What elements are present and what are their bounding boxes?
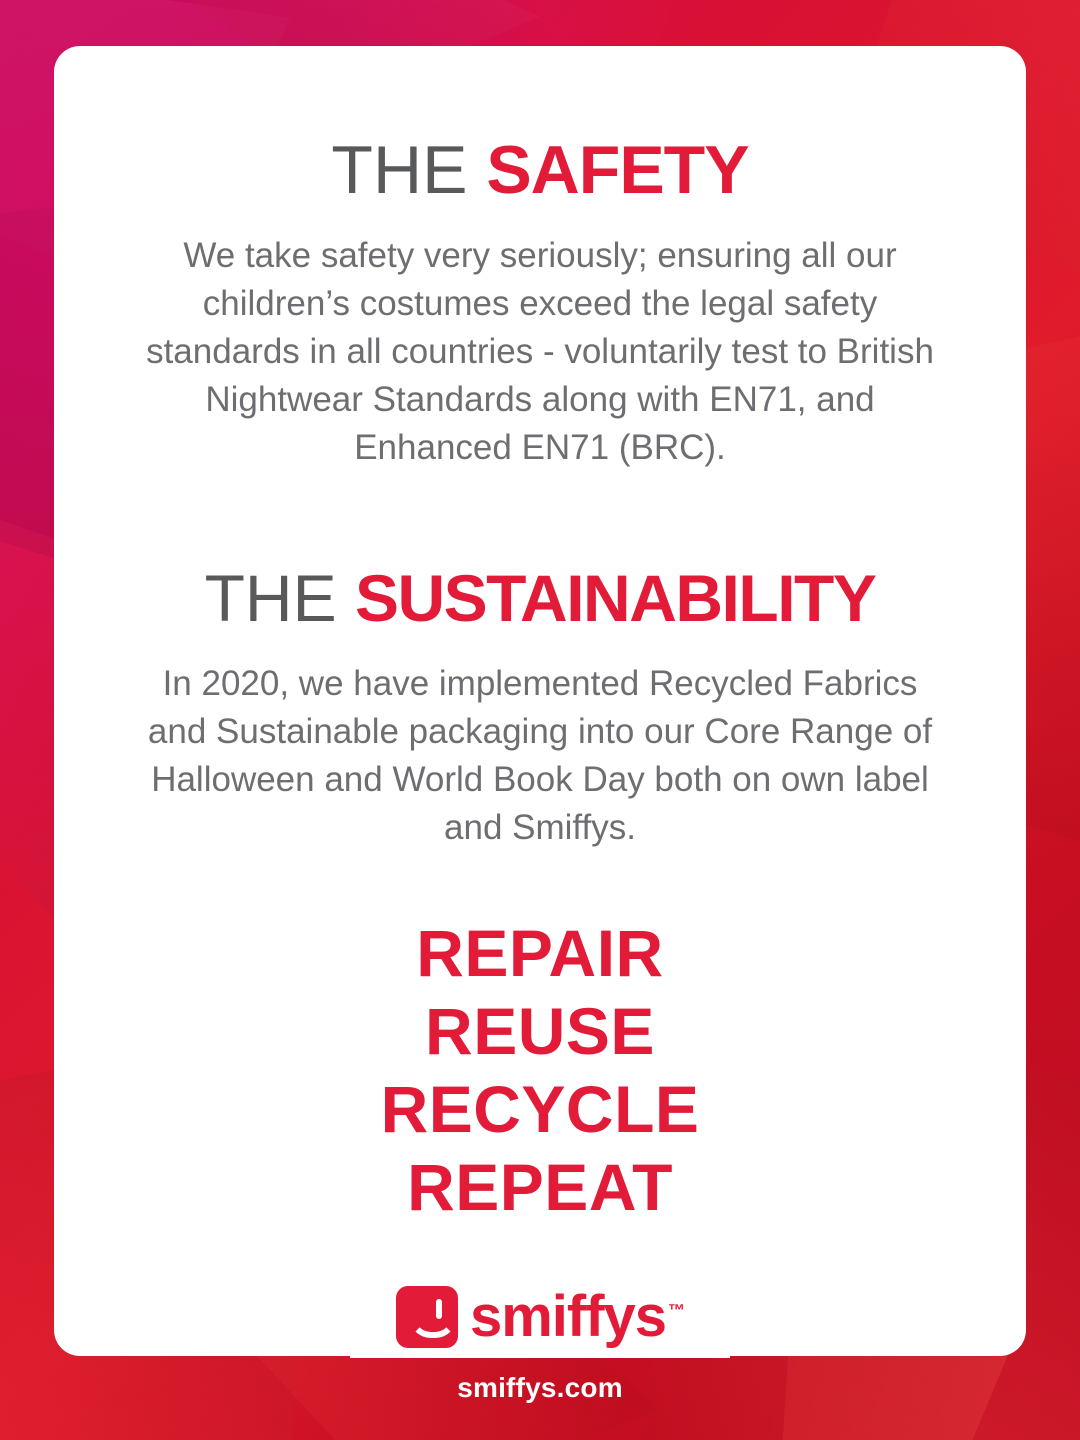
- content-card: [54, 46, 1026, 1403]
- sustainability-heading-bold: SUSTAINABILITY: [354, 560, 876, 635]
- sustainability-heading: [110, 560, 970, 635]
- logo-tab: [350, 1272, 730, 1358]
- sustainability-body-text: In 2020, we have implemented Recycled Fabrics and Sustainable packaging into our Core Range of Halloween and World Book Day both on own label and Smiffys.: [147, 663, 933, 847]
- safety-heading: [110, 134, 970, 206]
- brand-wordmark: [469, 1284, 685, 1349]
- website-url: smiffys.com: [457, 1372, 623, 1403]
- smiffys-smile-icon: [396, 1286, 458, 1348]
- slogan-line-repeat: REPEAT: [407, 1150, 673, 1225]
- slogan-line-reuse: REUSE: [425, 994, 655, 1069]
- safety-heading-light: THE: [331, 132, 487, 208]
- brand-name: smiffys: [469, 1284, 667, 1349]
- trademark-symbol: ™: [668, 1300, 685, 1320]
- section-spacer: [110, 472, 970, 564]
- slogan-line-recycle: RECYCLE: [380, 1072, 700, 1147]
- safety-heading-bold: SAFETY: [486, 132, 749, 208]
- sustainability-heading-light: THE: [204, 560, 355, 635]
- slogan-block: [110, 915, 970, 1227]
- footer-logo-area: [54, 1272, 1026, 1404]
- slogan-line-repair: REPAIR: [416, 916, 664, 991]
- safety-body-text: We take safety very seriously; ensuring all our children’s costumes exceed the legal safety standards in all countries - voluntarily test to British Nightwear Standards along with EN71, and Enhanced EN71 (BRC).: [146, 236, 934, 467]
